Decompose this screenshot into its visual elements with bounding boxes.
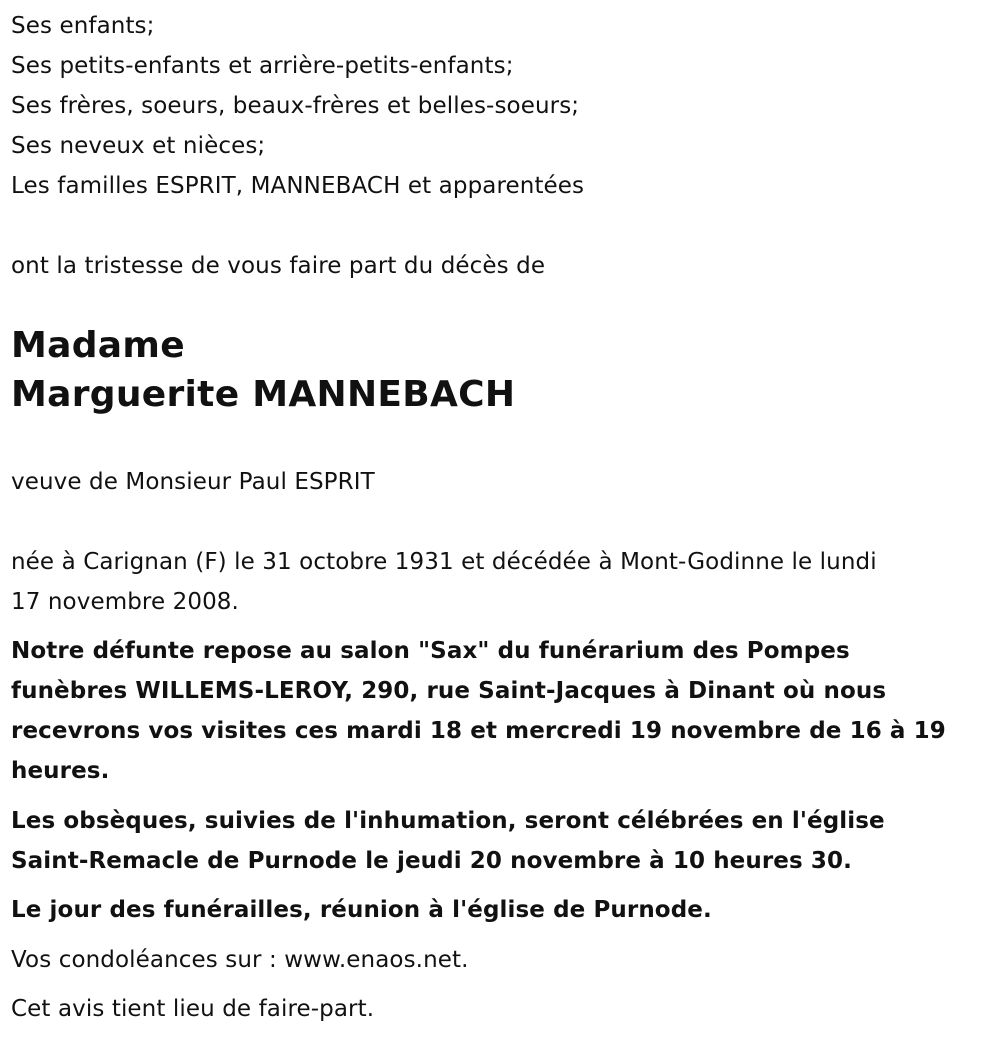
family-line-nephews: Ses neveux et nièces; bbox=[11, 133, 266, 159]
notice-text: Cet avis tient lieu de faire-part. bbox=[11, 996, 375, 1022]
spouse-text: veuve de Monsieur Paul ESPRIT bbox=[11, 469, 375, 495]
announcement-text: ont la tristesse de vous faire part du décès de bbox=[11, 253, 546, 279]
family-line-grandchildren: Ses petits-enfants et arrière-petits-enfants; bbox=[11, 53, 514, 79]
deceased-name: Marguerite MANNEBACH bbox=[11, 374, 516, 415]
condolences-text: Vos condoléances sur : www.enaos.net. bbox=[11, 947, 469, 973]
visitation-line-2: funèbres WILLEMS-LEROY, 290, rue Saint-Jacques à Dinant où nous bbox=[11, 678, 887, 704]
birth-death-line-2: 17 novembre 2008. bbox=[11, 589, 239, 615]
funeral-line-1: Les obsèques, suivies de l'inhumation, seront célébrées en l'église bbox=[11, 808, 885, 834]
family-line-siblings: Ses frères, soeurs, beaux-frères et belles-soeurs; bbox=[11, 93, 580, 119]
visitation-line-4: heures. bbox=[11, 758, 110, 784]
deceased-title: Madame bbox=[11, 325, 185, 366]
birth-death-line-1: née à Carignan (F) le 31 octobre 1931 et décédée à Mont-Godinne le lundi bbox=[11, 549, 877, 575]
visitation-line-1: Notre défunte repose au salon "Sax" du funérarium des Pompes bbox=[11, 638, 850, 664]
funeral-line-2: Saint-Remacle de Purnode le jeudi 20 novembre à 10 heures 30. bbox=[11, 848, 852, 874]
visitation-line-3: recevrons vos visites ces mardi 18 et mercredi 19 novembre de 16 à 19 bbox=[11, 718, 946, 744]
family-line-families: Les familles ESPRIT, MANNEBACH et apparentées bbox=[11, 173, 585, 199]
meeting-text: Le jour des funérailles, réunion à l'église de Purnode. bbox=[11, 897, 712, 923]
family-line-children: Ses enfants; bbox=[11, 13, 155, 39]
